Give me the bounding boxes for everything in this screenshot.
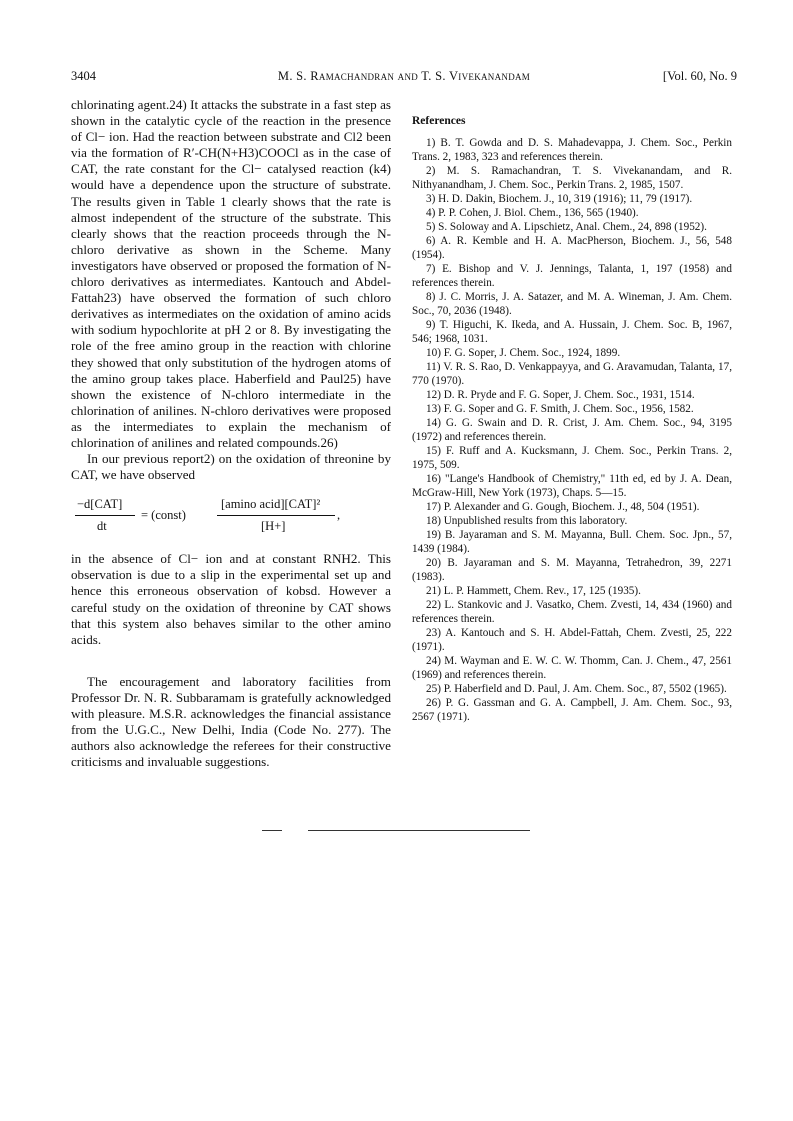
- reference-item: 17) P. Alexander and G. Gough, Biochem. J., 48, 504 (1951).: [426, 501, 700, 513]
- body-paragraph: In our previous report2) on the oxidation of threonine by CAT, we have observed: [71, 451, 391, 483]
- references-column: [412, 114, 732, 724]
- reference-item: 1) B. T. Gowda and D. S. Mahadevappa, J. Chem. Soc., Perkin Trans. 2, 1983, 323 and references therein.: [412, 137, 732, 163]
- running-authors: M. S. Ramachandran and T. S. Vivekanandam: [277, 69, 531, 83]
- reference-item: 3) H. D. Dakin, Biochem. J., 10, 319 (1916); 11, 79 (1917).: [426, 193, 693, 205]
- acknowledgement-paragraph: The encouragement and laboratory facilities from Professor Dr. N. R. Subbaramam is gratefully acknowledged with pleasure. M.S.R. acknowledges the financial assistance from the U.G.C., New Delhi, India (Code No. 277). The authors also acknowledge the referees for their constructive criticisms and invaluable suggestions.: [71, 673, 391, 770]
- rate-equation: [71, 496, 391, 542]
- equation-fraction-line: [75, 515, 135, 516]
- reference-item: 19) B. Jayaraman and S. M. Mayanna, Bull. Chem. Soc. Jpn., 57, 1439 (1984).: [412, 529, 732, 555]
- reference-item: 15) F. Ruff and A. Kucksmann, J. Chem. Soc., Perkin Trans. 2, 1975, 509.: [412, 445, 732, 471]
- reference-item: 7) E. Bishop and V. J. Jennings, Talanta, 1, 197 (1958) and references therein.: [412, 263, 732, 289]
- reference-item: 4) P. P. Cohen, J. Biol. Chem., 136, 565 (1940).: [426, 207, 639, 219]
- equation-lhs-denominator: dt: [97, 519, 107, 534]
- reference-item: 9) T. Higuchi, K. Ikeda, and A. Hussain, J. Chem. Soc. B, 1967, 546; 1968, 1031.: [412, 319, 732, 345]
- equation-rhs-denominator: [H+]: [261, 519, 286, 534]
- reference-item: 24) M. Wayman and E. W. C. W. Thomm, Can. J. Chem., 47, 2561 (1969) and references therein.: [412, 655, 732, 681]
- reference-item: 13) F. G. Soper and G. F. Smith, J. Chem. Soc., 1956, 1582.: [426, 403, 694, 415]
- equation-trailing-comma: ,: [337, 508, 341, 523]
- reference-item: 18) Unpublished results from this laboratory.: [426, 515, 628, 527]
- reference-item: 6) A. R. Kemble and H. A. MacPherson, Biochem. J., 56, 548 (1954).: [412, 235, 732, 261]
- reference-item: 25) P. Haberfield and D. Paul, J. Am. Chem. Soc., 87, 5502 (1965).: [426, 683, 727, 695]
- reference-item: 22) L. Stankovic and J. Vasatko, Chem. Zvesti, 14, 434 (1960) and references therein.: [412, 599, 732, 625]
- references-list: [412, 136, 732, 724]
- reference-item: 26) P. G. Gassman and G. A. Campbell, J. Am. Chem. Soc., 93, 2567 (1971).: [412, 697, 732, 723]
- reference-item: 5) S. Soloway and A. Lipschietz, Anal. Chem., 24, 898 (1952).: [426, 221, 707, 233]
- volume-issue: [Vol. 60, No. 9: [662, 69, 737, 83]
- reference-item: 14) G. G. Swain and D. R. Crist, J. Am. Chem. Soc., 94, 3195 (1972) and references therein.: [412, 417, 732, 443]
- references-heading: References: [412, 115, 466, 127]
- end-rule-gap: [282, 828, 308, 832]
- reference-item: 23) A. Kantouch and S. H. Abdel-Fattah, Chem. Zvesti, 25, 222 (1971).: [412, 627, 732, 653]
- equation-equals-const: = (const): [141, 508, 186, 523]
- equation-fraction-line: [217, 515, 335, 516]
- reference-item: 21) L. P. Hammett, Chem. Rev., 17, 125 (1935).: [426, 585, 641, 597]
- reference-item: 16) "Lange's Handbook of Chemistry," 11th ed, ed by J. A. Dean, McGraw-Hill, New York (1973), Chaps. 5—15.: [412, 473, 732, 499]
- running-header: [71, 69, 737, 89]
- reference-item: 2) M. S. Ramachandran, T. S. Vivekanandam, and R. Nithyanandham, J. Chem. Soc., Perkin Trans. 2, 1985, 1507.: [412, 165, 732, 191]
- page-number: 3404: [71, 69, 96, 83]
- reference-item: 8) J. C. Morris, J. A. Satazer, and M. A. Wineman, J. Am. Chem. Soc., 70, 2036 (1948).: [412, 291, 732, 317]
- body-paragraph: chlorinating agent.24) It attacks the substrate in a fast step as shown in the catalytic cycle of the reaction in the presence of Cl− ion. Had the reaction between substrate and Cl2 been via the formation of R′-CH(N+H3)COOCl as in the case of CAT, the rate constant for the Cl− catalysed reaction (k4) would have a dependence upon the structure of substrate. The results given in Table 1 clearly shows that the rate is almost independent of the structure of the substrate. This clearly shows that the reaction proceeds through the N-chloro derivative as shown in the Scheme. Many investigators have observed or proposed the formation of N-chloro derivatives as intermediates. Kantouch and Abdel-Fattah23) have observed the formation of such chloro derivatives as intermediates on the oxidation of amino acids with sodium hypochlorite at pH 2 or 8. By investigating the role of the free amino group in the reaction with chlorine they showed that only substitution of the hydrogen atoms of the amino group takes place. Haberfield and Paul25) have shown the existence of N-chloro intermediate in the chlorination of anilines. N-chloro derivatives were proposed as the intermediates to explain the mechanism of chlorination of anilines and related compounds.26): [71, 97, 391, 450]
- reference-item: 12) D. R. Pryde and F. G. Soper, J. Chem. Soc., 1931, 1514.: [426, 389, 695, 401]
- equation-lhs-numerator: −d[CAT]: [77, 497, 123, 512]
- reference-item: 20) B. Jayaraman and S. M. Mayanna, Tetrahedron, 39, 2271 (1983).: [412, 557, 732, 583]
- equation-rhs-numerator: [amino acid][CAT]²: [221, 497, 321, 512]
- reference-item: 10) F. G. Soper, J. Chem. Soc., 1924, 1899.: [426, 347, 621, 359]
- left-column: [71, 97, 391, 770]
- body-paragraph: in the absence of Cl− ion and at constant RNH2. This observation is due to a slip in the experimental set up and hence this erroneous observation of kobsd. However a careful study on the oxidation of threonine by CAT shows that this system also behaves similar to the other amino acids.: [71, 551, 391, 647]
- reference-item: 11) V. R. S. Rao, D. Venkappayya, and G. Aravamudan, Talanta, 17, 770 (1970).: [412, 361, 732, 387]
